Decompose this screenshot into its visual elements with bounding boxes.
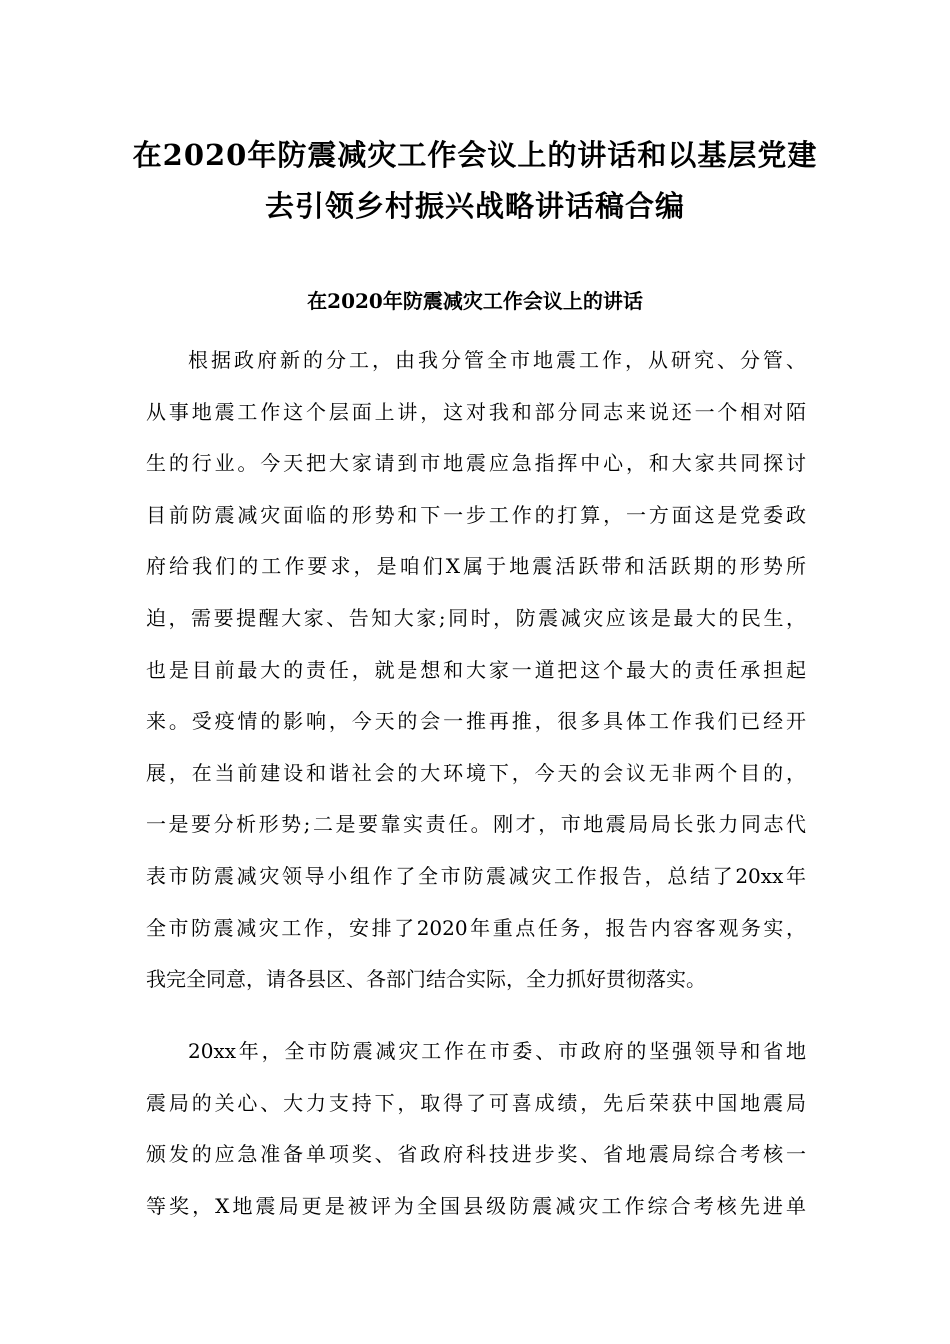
paragraph-line: 根据政府新的分工，由我分管全市地震工作，从研究、分管、	[188, 348, 806, 372]
paragraph-line: 20xx年，全市防震减灾工作在市委、市政府的坚强领导和省地	[188, 1039, 806, 1063]
paragraph-line: 也是目前最大的责任，就是想和大家一道把这个最大的责任承担起	[146, 657, 806, 682]
paragraph-line: 展，在当前建设和谐社会的大环境下，今天的会议无非两个目的，	[146, 760, 806, 785]
paragraph-2	[146, 1026, 806, 1232]
paragraph-line: 目前防震减灾面临的形势和下一步工作的打算，一方面这是党委政	[146, 502, 806, 527]
document-title-line-1: 在2020年防震减灾工作会议上的讲话和以基层党建	[132, 138, 818, 172]
paragraph-line: 迫，需要提醒大家、告知大家;同时，防震减灾应该是最大的民生，	[146, 605, 806, 630]
paragraph-line: 全市防震减灾工作，安排了2020年重点任务，报告内容客观务实，	[146, 915, 806, 940]
paragraph-line: 生的行业。今天把大家请到市地震应急指挥中心，和大家共同探讨	[146, 451, 806, 476]
paragraph-1	[146, 335, 806, 1006]
paragraph-line: 府给我们的工作要求，是咱们X属于地震活跃带和活跃期的形势所	[146, 554, 806, 579]
paragraph-line: 我完全同意，请各县区、各部门结合实际，全力抓好贯彻落实。	[146, 967, 706, 992]
paragraph-line: 震局的关心、大力支持下，取得了可喜成绩，先后荣获中国地震局	[146, 1090, 806, 1115]
document-title-line-2: 去引领乡村振兴战略讲话稿合编	[264, 189, 685, 223]
paragraph-line: 从事地震工作这个层面上讲，这对我和部分同志来说还一个相对陌	[146, 399, 806, 424]
paragraph-line: 表市防震减灾领导小组作了全市防震减灾工作报告，总结了20xx年	[146, 863, 806, 888]
paragraph-line: 等奖，X地震局更是被评为全国县级防震减灾工作综合考核先进单	[146, 1193, 806, 1218]
paragraph-line: 来。受疫情的影响，今天的会一推再推，很多具体工作我们已经开	[146, 709, 806, 734]
paragraph-line: 颁发的应急准备单项奖、省政府科技进步奖、省地震局综合考核一	[146, 1142, 806, 1167]
paragraph-line: 一是要分析形势;二是要靠实责任。刚才，市地震局局长张力同志代	[146, 812, 806, 837]
section-heading: 在2020年防震减灾工作会议上的讲话	[307, 289, 643, 313]
